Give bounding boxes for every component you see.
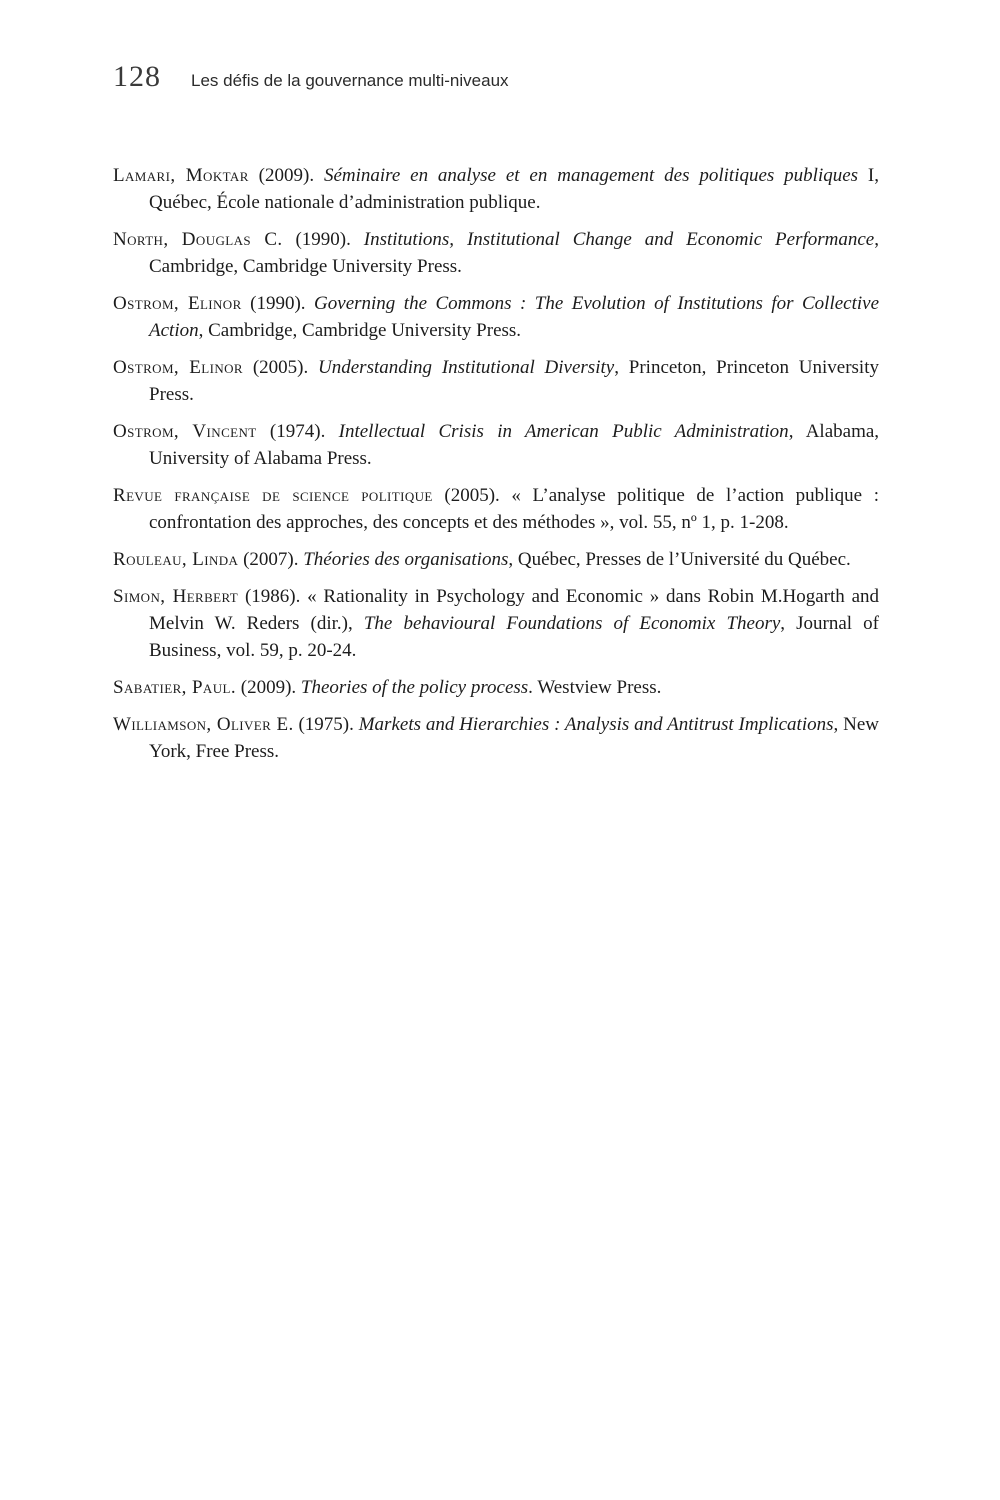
work-title: Séminaire en analyse et en management des politiques publiques xyxy=(323,165,859,186)
author-name: Lamari, Moktar xyxy=(113,165,249,186)
reference-text: (2005). « L’analyse politique de l’action publique : confrontation des approches, des concepts et des méthodes », vol. 55, nº 1, p. 1-208. xyxy=(149,485,879,533)
reference-entry xyxy=(113,674,879,701)
reference-text: . Westview Press. xyxy=(528,677,662,698)
running-title: Les défis de la gouvernance multi-niveaux xyxy=(191,71,509,90)
work-title: Markets and Hierarchies : Analysis and Antitrust Implications xyxy=(358,714,834,735)
reference-text: (2009). xyxy=(236,677,301,698)
reference-text: , Cambridge, Cambridge University Press. xyxy=(149,229,879,277)
author-name: Simon, Herbert xyxy=(113,586,239,607)
reference-text: , New York, Free Press. xyxy=(149,714,879,762)
reference-text: I, Québec, École nationale d’administration publique. xyxy=(149,165,880,213)
author-name: North, Douglas C. xyxy=(113,229,283,250)
reference-text: (1986). « Rationality in Psychology and Economic » dans Robin M.Hogarth and Melvin W. Reders (dir.), xyxy=(149,586,880,634)
work-title: Théories des organisations xyxy=(303,549,509,570)
author-name: Revue française de science politique xyxy=(113,485,433,506)
reference-entry xyxy=(113,354,879,408)
reference-entry xyxy=(113,482,879,536)
reference-text: , Princeton, Princeton University Press. xyxy=(149,357,879,405)
page-header xyxy=(113,60,880,94)
work-title: Theories of the policy process xyxy=(300,677,529,698)
author-name: Ostrom, Elinor xyxy=(113,293,242,314)
reference-text: (2007). xyxy=(238,549,304,570)
reference-entry xyxy=(113,546,879,573)
author-name: Ostrom, Elinor xyxy=(113,357,243,378)
reference-text: (2009). xyxy=(248,165,324,186)
reference-text: , Journal of Business, vol. 59, p. 20-24. xyxy=(149,613,879,661)
work-title: Institutions, Institutional Change and Economic Performance xyxy=(363,229,875,250)
author-name: Williamson, Oliver E. xyxy=(113,714,294,735)
author-name: Sabatier, Paul. xyxy=(113,677,236,698)
reference-list xyxy=(113,162,879,775)
reference-text: (1990). xyxy=(241,293,315,314)
reference-entry xyxy=(113,226,879,280)
reference-entry xyxy=(113,583,879,664)
reference-text: (1975). xyxy=(293,714,359,735)
author-name: Rouleau, Linda xyxy=(113,549,239,570)
work-title: Governing the Commons : The Evolution of Institutions for Collective Action xyxy=(149,293,880,341)
reference-text: , Alabama, University of Alabama Press. xyxy=(149,421,880,469)
reference-entry xyxy=(113,711,879,765)
page-number: 128 xyxy=(113,60,161,93)
reference-text: (2005). xyxy=(243,357,319,378)
work-title: Intellectual Crisis in American Public Administration xyxy=(338,421,789,442)
reference-text: , Québec, Presses de l’Université du Québec. xyxy=(508,549,851,570)
work-title: The behavioural Foundations of Economix Theory xyxy=(363,613,781,634)
reference-text: , Cambridge, Cambridge University Press. xyxy=(198,320,522,341)
work-title: Understanding Institutional Diversity xyxy=(318,357,615,378)
reference-entry xyxy=(113,418,879,472)
reference-text: (1974). xyxy=(256,421,339,442)
reference-text: (1990). xyxy=(282,229,364,250)
author-name: Ostrom, Vincent xyxy=(113,421,257,442)
reference-entry xyxy=(113,162,879,216)
reference-entry xyxy=(113,290,879,344)
